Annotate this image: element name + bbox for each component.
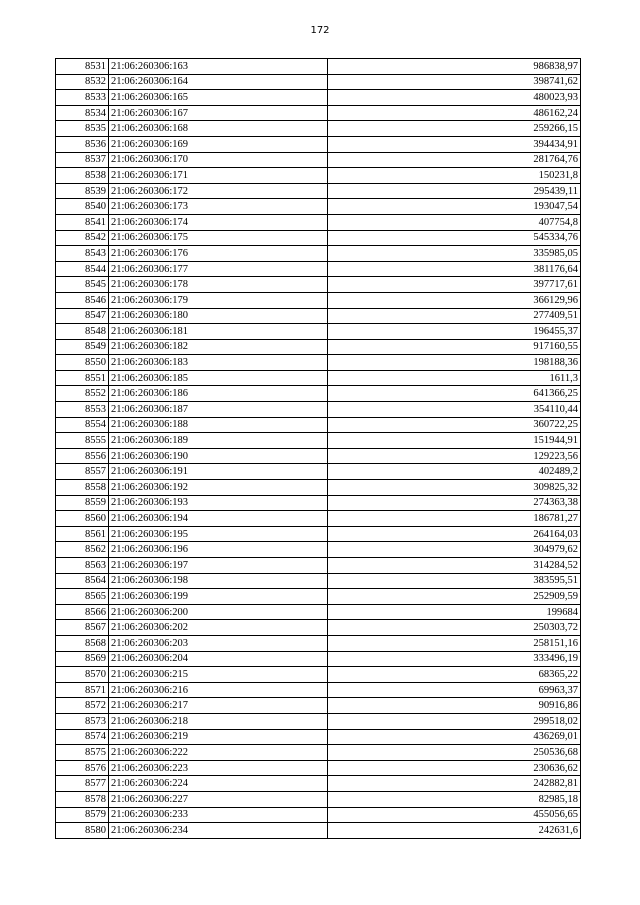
row-number-cell: 8562 [56, 542, 109, 558]
value-cell: 82985,18 [328, 791, 581, 807]
row-number-cell: 8578 [56, 791, 109, 807]
table-row [56, 526, 581, 542]
row-number-cell: 8554 [56, 417, 109, 433]
row-number-cell: 8549 [56, 339, 109, 355]
table-row [56, 558, 581, 574]
value-cell: 335985,05 [328, 246, 581, 262]
value-cell: 277409,51 [328, 308, 581, 324]
table-row [56, 261, 581, 277]
table-row [56, 635, 581, 651]
cadastral-number-cell: 21:06:260306:222 [109, 745, 328, 761]
table-row [56, 355, 581, 371]
table-row [56, 480, 581, 496]
cadastral-number-cell: 21:06:260306:176 [109, 246, 328, 262]
row-number-cell: 8550 [56, 355, 109, 371]
cadastral-number-cell: 21:06:260306:193 [109, 495, 328, 511]
cadastral-number-cell: 21:06:260306:197 [109, 558, 328, 574]
value-cell: 333496,19 [328, 651, 581, 667]
row-number-cell: 8573 [56, 713, 109, 729]
table-row [56, 511, 581, 527]
row-number-cell: 8539 [56, 183, 109, 199]
cadastral-number-cell: 21:06:260306:177 [109, 261, 328, 277]
table-row [56, 386, 581, 402]
cadastral-number-cell: 21:06:260306:180 [109, 308, 328, 324]
row-number-cell: 8546 [56, 292, 109, 308]
cadastral-number-cell: 21:06:260306:188 [109, 417, 328, 433]
cadastral-number-cell: 21:06:260306:191 [109, 464, 328, 480]
value-cell: 986838,97 [328, 59, 581, 75]
row-number-cell: 8569 [56, 651, 109, 667]
cadastral-number-cell: 21:06:260306:204 [109, 651, 328, 667]
table-row [56, 308, 581, 324]
table-row [56, 230, 581, 246]
table-row [56, 807, 581, 823]
value-cell: 917160,55 [328, 339, 581, 355]
table-row [56, 105, 581, 121]
table-row [56, 495, 581, 511]
cadastral-number-cell: 21:06:260306:202 [109, 620, 328, 636]
value-cell: 309825,32 [328, 480, 581, 496]
value-cell: 196455,37 [328, 324, 581, 340]
table-row [56, 74, 581, 90]
cadastral-number-cell: 21:06:260306:215 [109, 667, 328, 683]
row-number-cell: 8547 [56, 308, 109, 324]
value-cell: 366129,96 [328, 292, 581, 308]
cadastral-number-cell: 21:06:260306:198 [109, 573, 328, 589]
table-row [56, 183, 581, 199]
cadastral-number-cell: 21:06:260306:183 [109, 355, 328, 371]
row-number-cell: 8548 [56, 324, 109, 340]
cadastral-number-cell: 21:06:260306:219 [109, 729, 328, 745]
table-row [56, 604, 581, 620]
cadastral-number-cell: 21:06:260306:192 [109, 480, 328, 496]
value-cell: 545334,76 [328, 230, 581, 246]
row-number-cell: 8533 [56, 90, 109, 106]
table-row [56, 90, 581, 106]
cadastral-number-cell: 21:06:260306:195 [109, 526, 328, 542]
table-row [56, 292, 581, 308]
value-cell: 259266,15 [328, 121, 581, 137]
cadastral-number-cell: 21:06:260306:170 [109, 152, 328, 168]
table-row [56, 542, 581, 558]
table-row [56, 651, 581, 667]
row-number-cell: 8551 [56, 370, 109, 386]
row-number-cell: 8545 [56, 277, 109, 293]
cadastral-number-cell: 21:06:260306:174 [109, 214, 328, 230]
cadastral-number-cell: 21:06:260306:185 [109, 370, 328, 386]
table-row [56, 682, 581, 698]
value-cell: 129223,56 [328, 448, 581, 464]
row-number-cell: 8534 [56, 105, 109, 121]
row-number-cell: 8576 [56, 760, 109, 776]
cadastral-number-cell: 21:06:260306:196 [109, 542, 328, 558]
row-number-cell: 8575 [56, 745, 109, 761]
row-number-cell: 8544 [56, 261, 109, 277]
row-number-cell: 8555 [56, 433, 109, 449]
value-cell: 68365,22 [328, 667, 581, 683]
row-number-cell: 8552 [56, 386, 109, 402]
cadastral-number-cell: 21:06:260306:218 [109, 713, 328, 729]
row-number-cell: 8531 [56, 59, 109, 75]
cadastral-number-cell: 21:06:260306:203 [109, 635, 328, 651]
table-row [56, 776, 581, 792]
row-number-cell: 8557 [56, 464, 109, 480]
table-row [56, 729, 581, 745]
value-cell: 354110,44 [328, 402, 581, 418]
cadastral-number-cell: 21:06:260306:181 [109, 324, 328, 340]
row-number-cell: 8580 [56, 823, 109, 839]
table-row [56, 277, 581, 293]
value-cell: 641366,25 [328, 386, 581, 402]
table-row [56, 152, 581, 168]
row-number-cell: 8570 [56, 667, 109, 683]
cadastral-number-cell: 21:06:260306:234 [109, 823, 328, 839]
value-cell: 394434,91 [328, 136, 581, 152]
table-row [56, 246, 581, 262]
table-row [56, 760, 581, 776]
value-cell: 480023,93 [328, 90, 581, 106]
table-row [56, 168, 581, 184]
row-number-cell: 8559 [56, 495, 109, 511]
value-cell: 1611,3 [328, 370, 581, 386]
cadastral-number-cell: 21:06:260306:223 [109, 760, 328, 776]
page-number: 172 [310, 25, 330, 36]
row-number-cell: 8565 [56, 589, 109, 605]
value-cell: 436269,01 [328, 729, 581, 745]
value-cell: 242631,6 [328, 823, 581, 839]
table-row [56, 573, 581, 589]
table-row [56, 121, 581, 137]
cadastral-number-cell: 21:06:260306:164 [109, 74, 328, 90]
row-number-cell: 8574 [56, 729, 109, 745]
value-cell: 198188,36 [328, 355, 581, 371]
cadastral-number-cell: 21:06:260306:171 [109, 168, 328, 184]
table-row [56, 667, 581, 683]
table-row [56, 791, 581, 807]
value-cell: 304979,62 [328, 542, 581, 558]
row-number-cell: 8560 [56, 511, 109, 527]
value-cell: 383595,51 [328, 573, 581, 589]
table-row [56, 745, 581, 761]
cadastral-number-cell: 21:06:260306:169 [109, 136, 328, 152]
cadastral-number-cell: 21:06:260306:178 [109, 277, 328, 293]
row-number-cell: 8579 [56, 807, 109, 823]
table-body [56, 59, 581, 839]
row-number-cell: 8568 [56, 635, 109, 651]
row-number-cell: 8567 [56, 620, 109, 636]
cadastral-number-cell: 21:06:260306:175 [109, 230, 328, 246]
cadastral-number-cell: 21:06:260306:233 [109, 807, 328, 823]
cadastral-number-cell: 21:06:260306:190 [109, 448, 328, 464]
table-row [56, 698, 581, 714]
cadastral-number-cell: 21:06:260306:216 [109, 682, 328, 698]
value-cell: 299518,02 [328, 713, 581, 729]
row-number-cell: 8561 [56, 526, 109, 542]
row-number-cell: 8537 [56, 152, 109, 168]
value-cell: 250303,72 [328, 620, 581, 636]
value-cell: 250536,68 [328, 745, 581, 761]
table-row [56, 417, 581, 433]
row-number-cell: 8577 [56, 776, 109, 792]
cadastral-number-cell: 21:06:260306:199 [109, 589, 328, 605]
table-row [56, 402, 581, 418]
row-number-cell: 8558 [56, 480, 109, 496]
row-number-cell: 8553 [56, 402, 109, 418]
value-cell: 151944,91 [328, 433, 581, 449]
table-row [56, 713, 581, 729]
cadastral-value-table [55, 58, 581, 839]
value-cell: 264164,03 [328, 526, 581, 542]
table-row [56, 823, 581, 839]
cadastral-number-cell: 21:06:260306:227 [109, 791, 328, 807]
value-cell: 360722,25 [328, 417, 581, 433]
value-cell: 199684 [328, 604, 581, 620]
table-row [56, 433, 581, 449]
cadastral-number-cell: 21:06:260306:173 [109, 199, 328, 215]
cadastral-number-cell: 21:06:260306:165 [109, 90, 328, 106]
value-cell: 252909,59 [328, 589, 581, 605]
table-row [56, 199, 581, 215]
value-cell: 314284,52 [328, 558, 581, 574]
table-row [56, 620, 581, 636]
value-cell: 90916,86 [328, 698, 581, 714]
cadastral-number-cell: 21:06:260306:179 [109, 292, 328, 308]
cadastral-number-cell: 21:06:260306:189 [109, 433, 328, 449]
table-row [56, 448, 581, 464]
value-cell: 186781,27 [328, 511, 581, 527]
row-number-cell: 8538 [56, 168, 109, 184]
row-number-cell: 8532 [56, 74, 109, 90]
value-cell: 398741,62 [328, 74, 581, 90]
cadastral-number-cell: 21:06:260306:163 [109, 59, 328, 75]
cadastral-number-cell: 21:06:260306:200 [109, 604, 328, 620]
value-cell: 455056,65 [328, 807, 581, 823]
value-cell: 242882,81 [328, 776, 581, 792]
value-cell: 274363,38 [328, 495, 581, 511]
value-cell: 258151,16 [328, 635, 581, 651]
table-row [56, 324, 581, 340]
cadastral-number-cell: 21:06:260306:167 [109, 105, 328, 121]
row-number-cell: 8542 [56, 230, 109, 246]
cadastral-number-cell: 21:06:260306:217 [109, 698, 328, 714]
table-row [56, 589, 581, 605]
cadastral-number-cell: 21:06:260306:187 [109, 402, 328, 418]
row-number-cell: 8571 [56, 682, 109, 698]
cadastral-number-cell: 21:06:260306:172 [109, 183, 328, 199]
cadastral-number-cell: 21:06:260306:186 [109, 386, 328, 402]
row-number-cell: 8564 [56, 573, 109, 589]
value-cell: 230636,62 [328, 760, 581, 776]
row-number-cell: 8540 [56, 199, 109, 215]
row-number-cell: 8541 [56, 214, 109, 230]
value-cell: 295439,11 [328, 183, 581, 199]
cadastral-number-cell: 21:06:260306:194 [109, 511, 328, 527]
table-row [56, 136, 581, 152]
table-row [56, 59, 581, 75]
value-cell: 397717,61 [328, 277, 581, 293]
value-cell: 150231,8 [328, 168, 581, 184]
value-cell: 69963,37 [328, 682, 581, 698]
row-number-cell: 8566 [56, 604, 109, 620]
cadastral-number-cell: 21:06:260306:182 [109, 339, 328, 355]
table-row [56, 370, 581, 386]
value-cell: 381176,64 [328, 261, 581, 277]
row-number-cell: 8543 [56, 246, 109, 262]
table-row [56, 214, 581, 230]
value-cell: 281764,76 [328, 152, 581, 168]
row-number-cell: 8572 [56, 698, 109, 714]
table-row [56, 339, 581, 355]
value-cell: 193047,54 [328, 199, 581, 215]
value-cell: 407754,8 [328, 214, 581, 230]
value-cell: 486162,24 [328, 105, 581, 121]
row-number-cell: 8563 [56, 558, 109, 574]
table-row [56, 464, 581, 480]
row-number-cell: 8535 [56, 121, 109, 137]
row-number-cell: 8536 [56, 136, 109, 152]
cadastral-number-cell: 21:06:260306:168 [109, 121, 328, 137]
value-cell: 402489,2 [328, 464, 581, 480]
row-number-cell: 8556 [56, 448, 109, 464]
cadastral-number-cell: 21:06:260306:224 [109, 776, 328, 792]
